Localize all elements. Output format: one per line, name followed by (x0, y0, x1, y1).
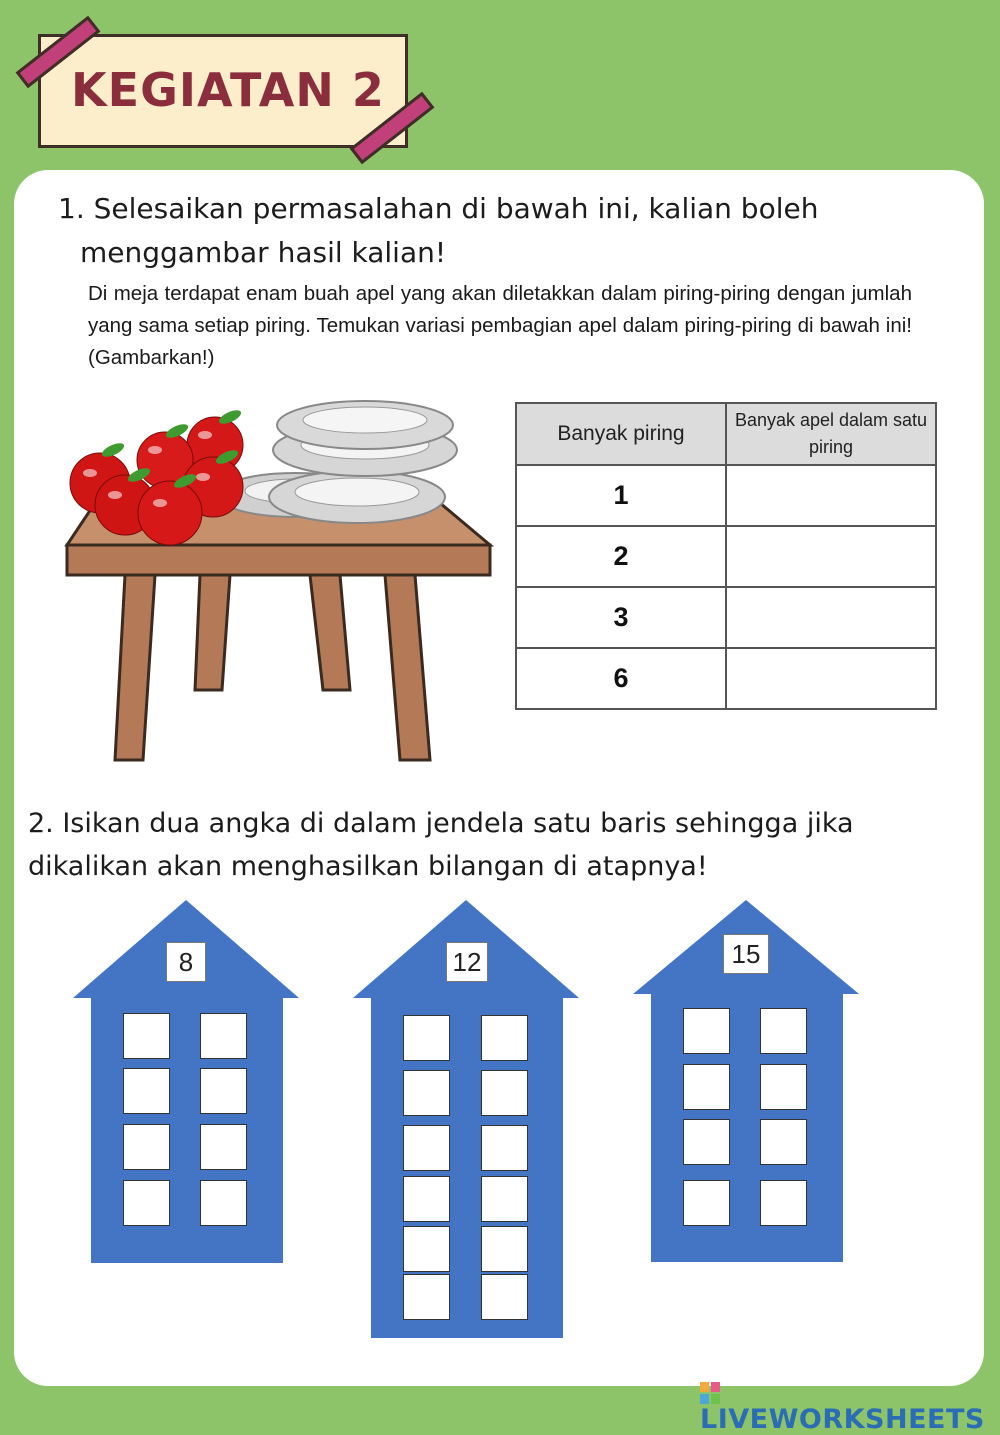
window-input[interactable] (200, 1013, 247, 1059)
window-input[interactable] (683, 1008, 730, 1054)
table-row (516, 587, 936, 648)
window-input[interactable] (481, 1274, 528, 1320)
table-apples-plates-illustration (55, 395, 500, 765)
window-input[interactable] (760, 1064, 807, 1110)
house-body (91, 998, 283, 1263)
apple-answer-cell[interactable] (726, 648, 936, 709)
house-15 (633, 900, 859, 1265)
plate-count-cell: 2 (516, 526, 726, 587)
window-input[interactable] (760, 1180, 807, 1226)
window-input[interactable] (123, 1180, 170, 1226)
window-input[interactable] (200, 1180, 247, 1226)
window-input[interactable] (481, 1176, 528, 1222)
table-header: Banyak apel dalam satu piring (726, 403, 936, 465)
plate-count-cell: 6 (516, 648, 726, 709)
apple-answer-cell[interactable] (726, 465, 936, 526)
question2-text: dikalikan akan menghasilkan bilangan di atapnya! (28, 851, 708, 882)
apple-answer-cell[interactable] (726, 526, 936, 587)
table-header: Banyak piring (516, 403, 726, 465)
table-row (516, 526, 936, 587)
window-input[interactable] (481, 1015, 528, 1061)
window-input[interactable] (403, 1125, 450, 1171)
house-12 (353, 900, 579, 1340)
window-input[interactable] (403, 1226, 450, 1272)
question1-text: 1. Selesaikan permasalahan di bawah ini, kalian boleh (58, 192, 819, 225)
roof-number: 15 (723, 934, 769, 974)
question2-text: 2. Isikan dua angka di dalam jendela satu baris sehingga jika (28, 808, 854, 839)
window-input[interactable] (403, 1015, 450, 1061)
table-row (516, 465, 936, 526)
window-input[interactable] (481, 1070, 528, 1116)
window-input[interactable] (683, 1180, 730, 1226)
page-title: KEGIATAN 2 (71, 63, 385, 117)
table-row (516, 648, 936, 709)
roof-number: 8 (166, 942, 206, 982)
plate-count-cell: 1 (516, 465, 726, 526)
brand-name: LIVEWORKSHEETS (700, 1404, 985, 1435)
answer-table (515, 402, 937, 710)
house-body (651, 994, 843, 1262)
window-input[interactable] (481, 1125, 528, 1171)
window-input[interactable] (760, 1008, 807, 1054)
title-card (38, 34, 408, 148)
question1-text: menggambar hasil kalian! (80, 236, 447, 269)
window-input[interactable] (760, 1119, 807, 1165)
window-input[interactable] (123, 1013, 170, 1059)
house-body (371, 998, 563, 1338)
house-8 (73, 900, 299, 1265)
window-input[interactable] (200, 1068, 247, 1114)
roof-number: 12 (446, 942, 488, 982)
window-input[interactable] (403, 1274, 450, 1320)
plate-count-cell: 3 (516, 587, 726, 648)
window-input[interactable] (200, 1124, 247, 1170)
window-input[interactable] (403, 1176, 450, 1222)
window-input[interactable] (403, 1070, 450, 1116)
liveworksheets-logo-icon (700, 1382, 720, 1404)
apple-answer-cell[interactable] (726, 587, 936, 648)
window-input[interactable] (123, 1068, 170, 1114)
window-input[interactable] (481, 1226, 528, 1272)
liveworksheets-logo (700, 1381, 1000, 1435)
question1-description: Di meja terdapat enam buah apel yang akan diletakkan dalam piring-piring dengan jumlah yang sama setiap piring. Temukan variasi pembagian apel dalam piring-piring di bawah ini! (Gambarkan!) (88, 282, 912, 369)
window-input[interactable] (683, 1119, 730, 1165)
window-input[interactable] (123, 1124, 170, 1170)
window-input[interactable] (683, 1064, 730, 1110)
